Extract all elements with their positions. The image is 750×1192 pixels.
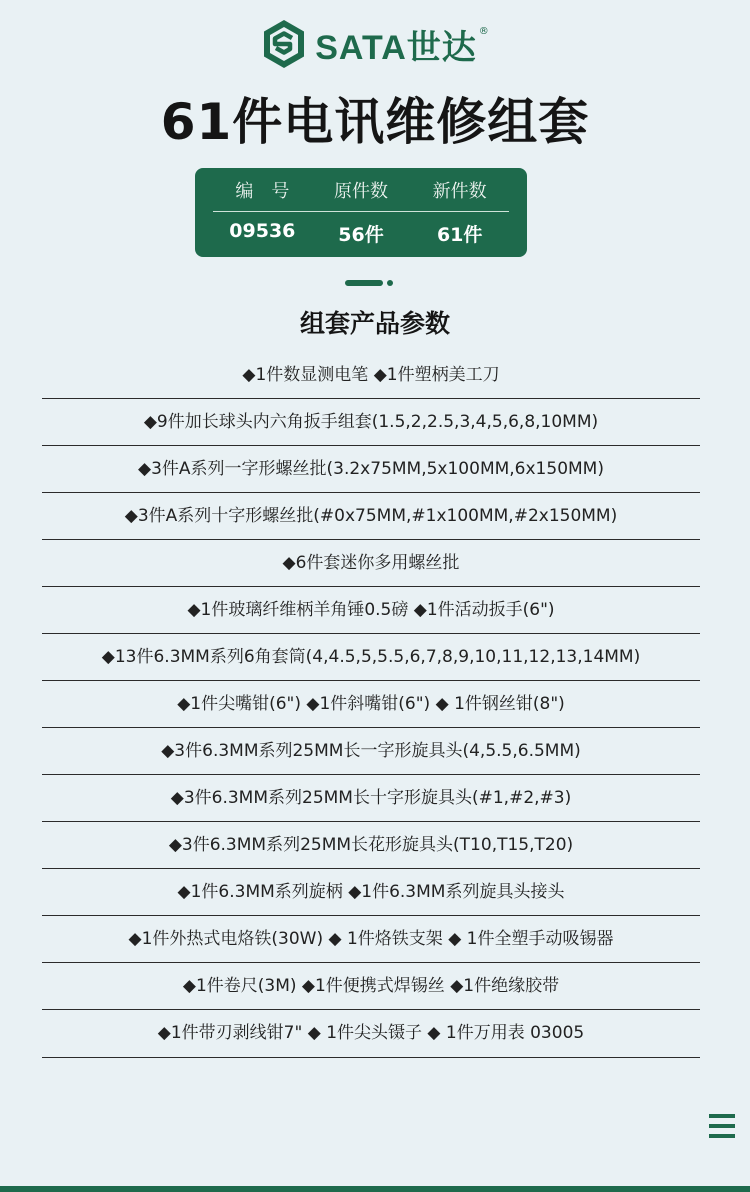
spec-header-row xyxy=(213,177,509,203)
brand-name: SATA世达 xyxy=(315,28,477,67)
sata-logo-icon xyxy=(261,18,307,70)
registered-mark: ® xyxy=(478,26,489,37)
page-title: 61件电讯维修组套 xyxy=(160,93,590,151)
spec-header-new-count: 新件数 xyxy=(432,181,487,202)
decoration-bar xyxy=(345,280,383,286)
list-item: ◆3件6.3MM系列25MM长十字形旋具头(#1,#2,#3) xyxy=(42,775,700,822)
spec-value-code: 09536 xyxy=(229,220,296,242)
spec-divider xyxy=(213,211,509,212)
spec-header-original-count: 原件数 xyxy=(334,181,388,202)
list-item: ◆1件6.3MM系列旋柄 ◆1件6.3MM系列旋具头接头 xyxy=(42,869,700,916)
spec-value-original-count: 56件 xyxy=(338,224,384,246)
list-item: ◆3件A系列十字形螺丝批(#0x75MM,#1x100MM,#2x150MM) xyxy=(42,493,700,540)
spec-value-new-count: 61件 xyxy=(436,224,483,246)
menu-icon-line xyxy=(709,1114,735,1118)
spec-box xyxy=(195,168,527,257)
menu-icon-line xyxy=(709,1124,735,1128)
section-title: 组套产品参数 xyxy=(299,309,450,338)
spec-value-row xyxy=(213,220,509,247)
list-item: ◆1件尖嘴钳(6") ◆1件斜嘴钳(6") ◆ 1件钢丝钳(8") xyxy=(42,681,700,728)
list-item: ◆1件数显测电笔 ◆1件塑柄美工刀 xyxy=(42,352,700,399)
product-list xyxy=(42,352,700,1058)
list-item: ◆6件套迷你多用螺丝批 xyxy=(42,540,700,587)
list-item: ◆9件加长球头内六角扳手组套(1.5,2,2.5,3,4,5,6,8,10MM) xyxy=(42,399,700,446)
list-item: ◆1件外热式电烙铁(30W) ◆ 1件烙铁支架 ◆ 1件全塑手动吸锡器 xyxy=(42,916,700,963)
list-item: ◆1件玻璃纤维柄羊角锤0.5磅 ◆1件活动扳手(6") xyxy=(42,587,700,634)
list-item: ◆3件A系列一字形螺丝批(3.2x75MM,5x100MM,6x150MM) xyxy=(42,446,700,493)
list-item: ◆3件6.3MM系列25MM长一字形旋具头(4,5.5,6.5MM) xyxy=(42,728,700,775)
menu-icon-line xyxy=(709,1134,735,1138)
bottom-bar xyxy=(0,1186,750,1192)
list-item: ◆13件6.3MM系列6角套筒(4,4.5,5,5.5,6,7,8,9,10,11,12,13,14MM) xyxy=(42,634,700,681)
menu-icon[interactable] xyxy=(709,1114,735,1144)
spec-header-code: 编 号 xyxy=(235,181,290,202)
brand-logo xyxy=(0,18,750,70)
list-item: ◆1件卷尺(3M) ◆1件便携式焊锡丝 ◆1件绝缘胶带 xyxy=(42,963,700,1010)
list-item: ◆1件带刃剥线钳7" ◆ 1件尖头镊子 ◆ 1件万用表 03005 xyxy=(42,1010,700,1058)
list-item: ◆3件6.3MM系列25MM长花形旋具头(T10,T15,T20) xyxy=(42,822,700,869)
decoration-dot xyxy=(387,280,393,286)
